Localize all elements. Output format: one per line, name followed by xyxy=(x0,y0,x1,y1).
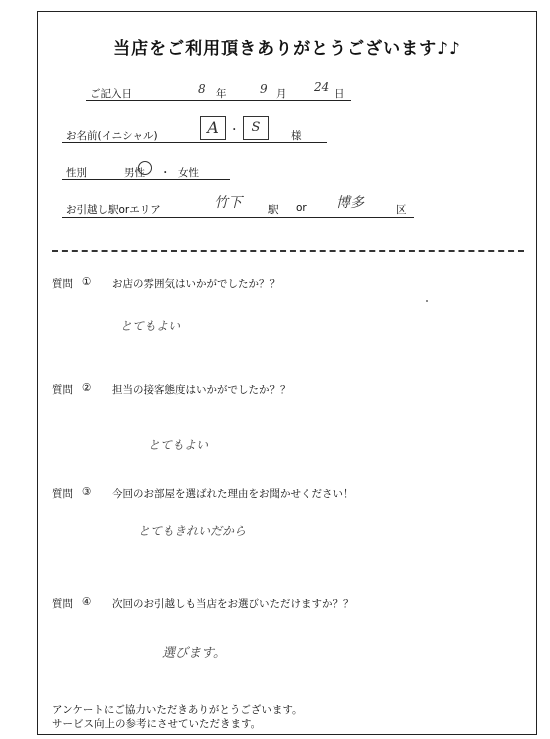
initial-box-1: A xyxy=(200,116,226,140)
gender-separator: ・ xyxy=(160,167,171,179)
or-text: or xyxy=(296,202,307,214)
name-underline xyxy=(62,142,327,143)
month-unit: 月 xyxy=(276,88,287,100)
station-unit: 駅 xyxy=(268,204,279,216)
date-month-value: 9 xyxy=(260,82,268,96)
speck xyxy=(426,300,428,302)
form-title: 当店をご利用頂きありがとうございます♪♪ xyxy=(113,39,461,59)
survey-sheet xyxy=(37,11,537,735)
question-4-label: 質問 xyxy=(52,598,73,610)
question-1-label: 質問 xyxy=(52,278,73,290)
station-value: 竹下 xyxy=(214,195,242,211)
question-3-text: 今回のお部屋を選ばれた理由をお聞かせください！ xyxy=(112,488,354,500)
dashed-divider xyxy=(52,250,524,252)
name-label: お名前(イニシャル) xyxy=(66,130,158,142)
day-unit: 日 xyxy=(334,88,345,100)
question-2-text: 担当の接客態度はいかがでしたか？？ xyxy=(112,384,291,396)
date-underline xyxy=(86,100,351,101)
question-2-label: 質問 xyxy=(52,384,73,396)
gender-male-circle xyxy=(138,161,152,175)
question-2-answer: とてもよい xyxy=(148,438,209,452)
footer-line-1: アンケートにご協力いただきありがとうございます。 xyxy=(52,704,303,716)
question-3-answer: とてもきれいだから xyxy=(138,524,247,538)
ward-value: 博多 xyxy=(336,195,364,211)
gender-underline xyxy=(62,179,230,180)
initial-separator: ・ xyxy=(229,124,240,136)
name-suffix: 様 xyxy=(291,130,302,142)
question-4-answer: 選びます。 xyxy=(162,646,226,661)
question-1-text: お店の雰囲気はいかがでしたか？？ xyxy=(112,278,280,290)
question-1-answer: とてもよい xyxy=(120,319,181,333)
question-3-label: 質問 xyxy=(52,488,73,500)
gender-male-text: 男性 xyxy=(124,167,145,179)
date-day-value: 24 xyxy=(314,80,330,94)
initial-box-2: S xyxy=(243,116,269,140)
gender-female: 女性 xyxy=(178,167,199,179)
question-1-number: ① xyxy=(82,276,92,288)
question-2-number: ② xyxy=(82,382,92,394)
date-year-value: 8 xyxy=(198,82,206,96)
year-unit: 年 xyxy=(216,88,227,100)
area-label: お引越し駅orエリア xyxy=(66,204,161,216)
question-4-number: ④ xyxy=(82,596,92,608)
footer-line-2: サービス向上の参考にさせていただきます。 xyxy=(52,718,262,730)
ward-unit: 区 xyxy=(396,204,407,216)
question-4-text: 次回のお引越しも当店をお選びいただけますか？？ xyxy=(112,598,354,610)
area-underline xyxy=(62,217,414,218)
question-3-number: ③ xyxy=(82,486,92,498)
gender-label: 性別 xyxy=(66,167,87,179)
date-label: ご記入日 xyxy=(90,88,132,100)
